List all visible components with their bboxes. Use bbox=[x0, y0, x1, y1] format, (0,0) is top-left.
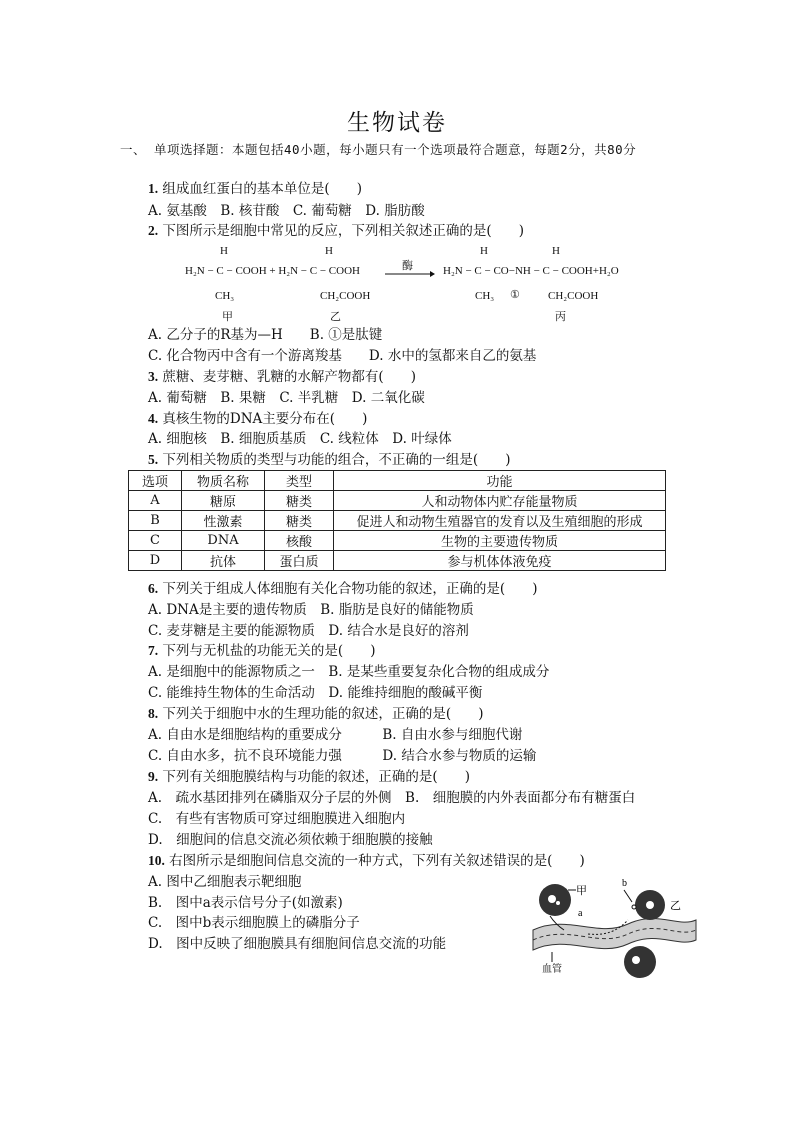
question-10 bbox=[148, 852, 585, 870]
table-cell: 糖类 bbox=[265, 491, 334, 511]
table-header: 物质名称 bbox=[182, 471, 265, 491]
question-3 bbox=[148, 368, 416, 386]
question-number: 7. bbox=[148, 643, 159, 658]
question-1 bbox=[148, 180, 362, 198]
question-number: 6. bbox=[148, 581, 159, 596]
h-atom: H bbox=[480, 245, 488, 257]
question-6-options-ab: A. DNA是主要的遗传物质 B. 脂肪是良好的储能物质 bbox=[148, 602, 474, 618]
question-4 bbox=[148, 410, 367, 428]
table-header-row bbox=[129, 471, 666, 491]
question-8 bbox=[148, 705, 483, 723]
table-header: 功能 bbox=[334, 471, 666, 491]
table-row bbox=[129, 531, 666, 551]
question-6 bbox=[148, 580, 537, 598]
question-stem: 右图所示是细胞间信息交流的一种方式，下列有关叙述错误的是( ) bbox=[169, 853, 585, 869]
enzyme-label: 酶 bbox=[402, 260, 413, 272]
table-cell: 蛋白质 bbox=[265, 551, 334, 571]
question-number: 8. bbox=[148, 706, 159, 721]
bond-marker: ① bbox=[510, 289, 520, 301]
cell-signaling-drawing bbox=[528, 872, 698, 982]
question-10-option-a: A. 图中乙细胞表示靶细胞 bbox=[148, 874, 302, 890]
table-cell: 促进人和动物生殖器官的发育以及生殖细胞的形成 bbox=[334, 511, 666, 531]
question-5 bbox=[148, 451, 510, 469]
question-stem: 组成血红蛋白的基本单位是( ) bbox=[162, 181, 362, 197]
question-number: 2. bbox=[148, 223, 159, 238]
label-a: a bbox=[578, 908, 583, 919]
question-stem: 下图所示是细胞中常见的反应，下列相关叙述正确的是( ) bbox=[162, 223, 524, 239]
label-vessel: 血管 bbox=[542, 964, 562, 975]
question-number: 4. bbox=[148, 411, 159, 426]
products: H₂N − C − CO−NH − C − COOH+H₂O bbox=[443, 265, 619, 277]
cell-signaling-figure bbox=[528, 872, 698, 982]
table-cell: 生物的主要遗传物质 bbox=[334, 531, 666, 551]
question-stem: 下列关于细胞中水的生理功能的叙述，正确的是( ) bbox=[162, 706, 484, 722]
question-stem: 下列与无机盐的功能无关的是( ) bbox=[162, 643, 376, 659]
question-number: 1. bbox=[148, 181, 159, 196]
question-8-options-ab: A. 自由水是细胞结构的重要成分 B. 自由水参与细胞代谢 bbox=[148, 727, 523, 743]
label-yi: 乙 bbox=[330, 311, 341, 323]
table-cell: 性激素 bbox=[182, 511, 265, 531]
question-5-table bbox=[128, 470, 666, 571]
ch3-group: CH₃ bbox=[475, 290, 495, 302]
table-cell: 参与机体体液免疫 bbox=[334, 551, 666, 571]
question-number: 10. bbox=[148, 853, 165, 868]
question-7 bbox=[148, 642, 375, 660]
table-cell: 抗体 bbox=[182, 551, 265, 571]
label-jia: 甲 bbox=[222, 311, 233, 323]
table-cell: DNA bbox=[182, 531, 265, 551]
question-1-options: A. 氨基酸 B. 核苷酸 C. 葡萄糖 D. 脂肪酸 bbox=[148, 203, 425, 219]
table-cell: B bbox=[129, 511, 182, 531]
ch2cooh-group: CH₂COOH bbox=[548, 290, 599, 302]
section-heading: 一、 单项选择题：本题包括40小题，每小题只有一个选项最符合题意，每题2分，共80分 bbox=[120, 142, 637, 157]
question-7-options-ab: A. 是细胞中的能源物质之一 B. 是某些重要复杂化合物的组成成分 bbox=[148, 664, 550, 680]
question-stem: 下列关于组成人体细胞有关化合物功能的叙述，正确的是( ) bbox=[162, 581, 538, 597]
ch3-group: CH₃ bbox=[215, 290, 235, 302]
question-4-options: A. 细胞核 B. 细胞质基质 C. 线粒体 D. 叶绿体 bbox=[148, 431, 452, 447]
page-title: 生物试卷 bbox=[347, 110, 447, 136]
label-bing: 丙 bbox=[555, 311, 566, 323]
question-10-option-d: D. 图中反映了细胞膜具有细胞间信息交流的功能 bbox=[148, 936, 447, 952]
question-8-options-cd: C. 自由水多，抗不良环境能力强 D. 结合水参与物质的运输 bbox=[148, 748, 537, 764]
question-10-option-b: B. 图中a表示信号分子(如激素) bbox=[148, 895, 343, 911]
reactants: H₂N − C − COOH + H₂N − C − COOH bbox=[185, 265, 360, 277]
table-cell: A bbox=[129, 491, 182, 511]
table-cell: D bbox=[129, 551, 182, 571]
question-3-options: A. 葡萄糖 B. 果糖 C. 半乳糖 D. 二氧化碳 bbox=[148, 390, 425, 406]
table-header: 类型 bbox=[265, 471, 334, 491]
h-atom: H bbox=[325, 245, 333, 257]
question-stem: 下列有关细胞膜结构与功能的叙述，正确的是( ) bbox=[162, 769, 470, 785]
question-9-options-ab: A. 疏水基团排列在磷脂双分子层的外侧 B. 细胞膜的内外表面都分布有糖蛋白 bbox=[148, 790, 636, 806]
question-6-options-cd: C. 麦芽糖是主要的能源物质 D. 结合水是良好的溶剂 bbox=[148, 623, 469, 639]
table-row bbox=[129, 551, 666, 571]
h-atom: H bbox=[220, 245, 228, 257]
question-stem: 蔗糖、麦芽糖、乳糖的水解产物都有( ) bbox=[162, 369, 416, 385]
label-b: b bbox=[622, 878, 627, 889]
table-header: 选项 bbox=[129, 471, 182, 491]
question-9-option-d: D. 细胞间的信息交流必须依赖于细胞膜的接触 bbox=[148, 832, 433, 848]
table-row bbox=[129, 511, 666, 531]
table-cell: 人和动物体内贮存能量物质 bbox=[334, 491, 666, 511]
label-jia: 甲 bbox=[576, 885, 587, 897]
h-atom: H bbox=[552, 245, 560, 257]
question-number: 5. bbox=[148, 452, 159, 467]
table-row bbox=[129, 491, 666, 511]
label-yi: 乙 bbox=[670, 900, 681, 912]
question-2-options-ab: A. 乙分子的R基为—H B. ①是肽键 bbox=[148, 327, 383, 343]
question-7-options-cd: C. 能维持生物体的生命活动 D. 能维持细胞的酸碱平衡 bbox=[148, 685, 483, 701]
question-9 bbox=[148, 768, 470, 786]
question-2 bbox=[148, 222, 524, 240]
table-cell: 核酸 bbox=[265, 531, 334, 551]
ch2cooh-group: CH₂COOH bbox=[320, 290, 371, 302]
reaction-diagram bbox=[180, 240, 640, 323]
question-10-option-c: C. 图中b表示细胞膜上的磷脂分子 bbox=[148, 915, 360, 931]
table-cell: C bbox=[129, 531, 182, 551]
question-2-options-cd: C. 化合物丙中含有一个游离羧基 D. 水中的氢都来自乙的氨基 bbox=[148, 348, 537, 364]
question-number: 9. bbox=[148, 769, 159, 784]
question-stem: 下列相关物质的类型与功能的组合，不正确的一组是( ) bbox=[162, 452, 511, 468]
reaction-arrow bbox=[385, 270, 435, 278]
table-cell: 糖原 bbox=[182, 491, 265, 511]
question-9-option-c: C. 有些有害物质可穿过细胞膜进入细胞内 bbox=[148, 811, 406, 827]
table-cell: 糖类 bbox=[265, 511, 334, 531]
question-stem: 真核生物的DNA主要分布在( ) bbox=[162, 411, 368, 427]
question-number: 3. bbox=[148, 369, 159, 384]
